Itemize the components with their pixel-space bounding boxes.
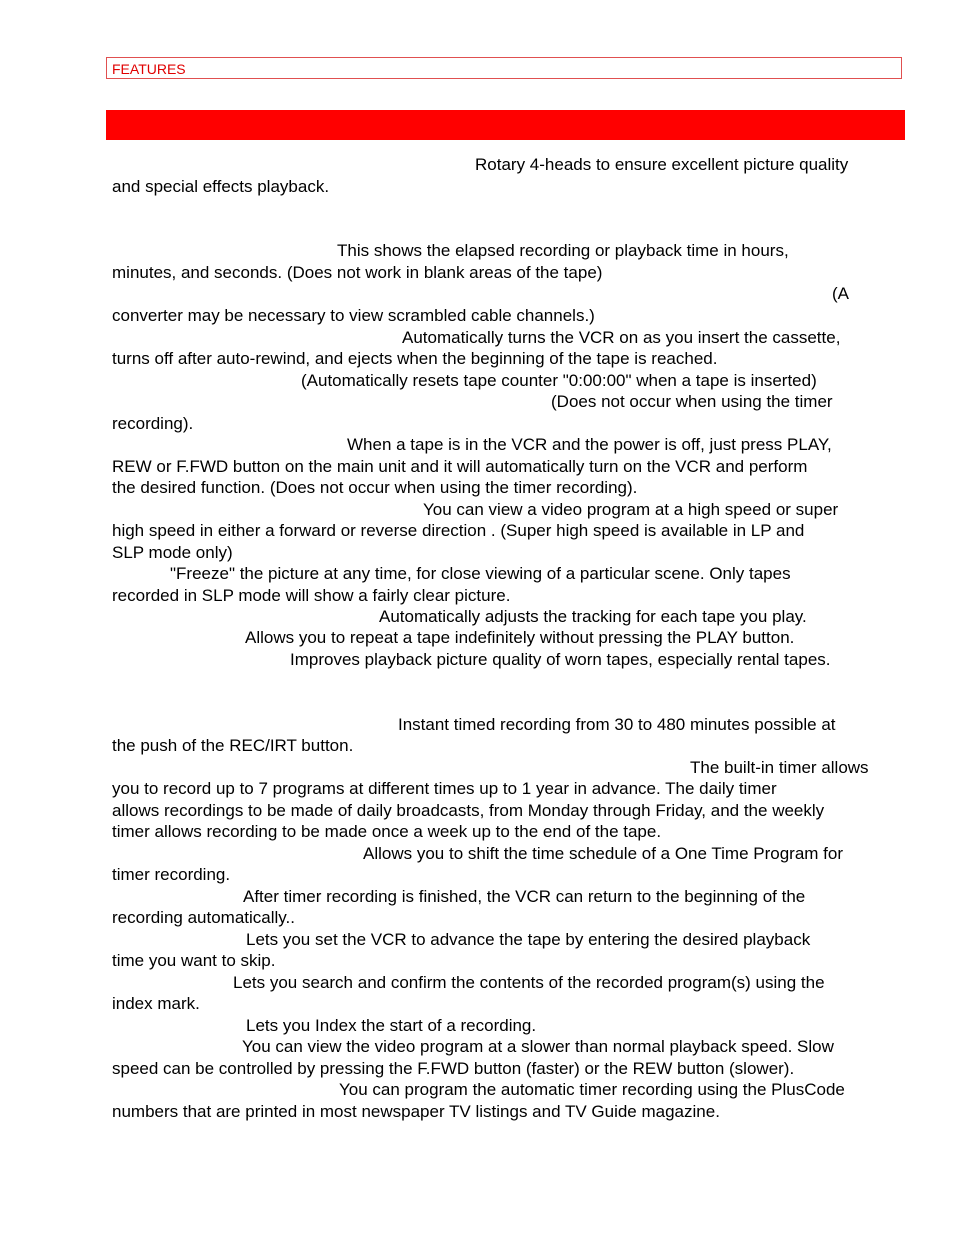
text-line: converter may be necessary to view scrambled cable channels.) — [112, 306, 595, 325]
text-line: You can view a video program at a high speed or super — [423, 500, 839, 519]
text-line: speed can be controlled by pressing the F.FWD button (faster) or the REW button (slower). — [112, 1059, 795, 1078]
text-line: Lets you set the VCR to advance the tape by entering the desired playback — [246, 930, 811, 949]
text-line: turns off after auto-rewind, and ejects when the beginning of the tape is reached. — [112, 349, 718, 368]
section-title-bar — [106, 110, 905, 140]
text-line: Automatically adjusts the tracking for each tape you play. — [379, 607, 807, 626]
text-line: timer allows recording to be made once a week up to the end of the tape. — [112, 822, 662, 841]
text-line: recorded in SLP mode will show a fairly clear picture. — [112, 586, 511, 605]
text-line: (A — [832, 284, 849, 303]
header-box — [106, 57, 902, 79]
text-line: You can program the automatic timer recording using the PlusCode — [339, 1080, 845, 1099]
text-line: you to record up to 7 programs at different times up to 1 year in advance. The daily timer — [112, 779, 777, 798]
text-line: the desired function. (Does not occur when using the timer recording). — [112, 478, 638, 497]
text-line: (Does not occur when using the timer — [551, 392, 833, 411]
text-line: and special effects playback. — [112, 177, 330, 196]
text-line: This shows the elapsed recording or playback time in hours, — [337, 241, 789, 260]
text-line: numbers that are printed in most newspaper TV listings and TV Guide magazine. — [112, 1102, 720, 1121]
text-line: high speed in either a forward or reverse direction . (Super high speed is available in LP and — [112, 521, 805, 540]
text-line: Instant timed recording from 30 to 480 minutes possible at — [398, 715, 836, 734]
text-line: Improves playback picture quality of worn tapes, especially rental tapes. — [290, 650, 831, 669]
text-line: Rotary 4-heads to ensure excellent picture quality — [475, 155, 849, 174]
text-line: the push of the REC/IRT button. — [112, 736, 354, 755]
text-line: timer recording. — [112, 865, 231, 884]
text-line: minutes, and seconds. (Does not work in blank areas of the tape) — [112, 263, 603, 282]
text-line: (Automatically resets tape counter "0:00:00" when a tape is inserted) — [301, 371, 817, 390]
text-line: allows recordings to be made of daily broadcasts, from Monday through Friday, and the weekly — [112, 801, 825, 820]
text-line: index mark. — [112, 994, 200, 1013]
text-line: recording). — [112, 414, 194, 433]
section-header-label: FEATURES — [112, 61, 186, 77]
text-line: time you want to skip. — [112, 951, 276, 970]
text-line: SLP mode only) — [112, 543, 233, 562]
text-line: "Freeze" the picture at any time, for close viewing of a particular scene. Only tapes — [170, 564, 791, 583]
text-line: You can view the video program at a slower than normal playback speed. Slow — [242, 1037, 834, 1056]
text-line: The built-in timer allows — [690, 758, 869, 777]
text-line: When a tape is in the VCR and the power is off, just press PLAY, — [347, 435, 832, 454]
text-line: After timer recording is finished, the VCR can return to the beginning of the — [243, 887, 806, 906]
text-line: Allows you to shift the time schedule of a One Time Program for — [363, 844, 843, 863]
text-line: Lets you Index the start of a recording. — [246, 1016, 537, 1035]
text-line: Automatically turns the VCR on as you insert the cassette, — [402, 328, 841, 347]
text-line: Allows you to repeat a tape indefinitely without pressing the PLAY button. — [245, 628, 795, 647]
text-line: REW or F.FWD button on the main unit and it will automatically turn on the VCR and perform — [112, 457, 808, 476]
text-line: Lets you search and confirm the contents of the recorded program(s) using the — [233, 973, 825, 992]
text-line: recording automatically.. — [112, 908, 295, 927]
